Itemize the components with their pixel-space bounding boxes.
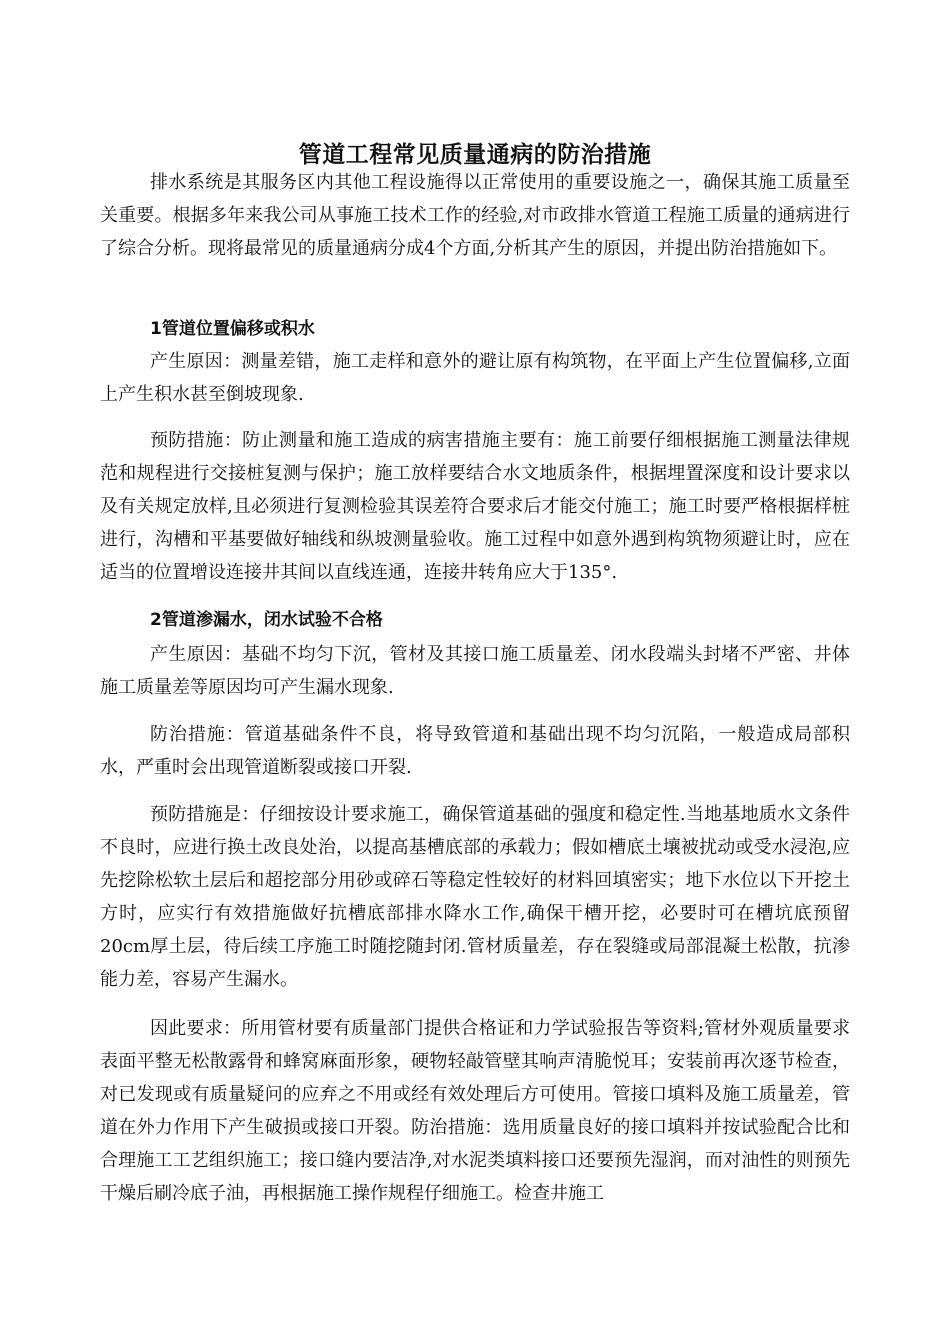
section-1-prevention-paragraph: 预防措施：防止测量和施工造成的病害措施主要有：施工前要仔细根据施工测量法律规范和规程进行交接桩复测与保护；施工放样要结合水文地质条件，根据埋置深度和设计要求以及有关规定放样,且必须进行复测检验其误差符合要求后才能交付施工；施工时要严格根据样桩进行，沟槽和平基要做好轴线和纵坡测量验收。施工过程中如意外遇到构筑物须避让时，应在适当的位置增设连接井其间以直线连通，连接井转角应大于135°. [100,430,850,583]
section-1-cause-paragraph: 产生原因：测量差错，施工走样和意外的避让原有构筑物，在平面上产生位置偏移,立面上产生积水甚至倒坡现象. [100,351,850,405]
document-title: 管道工程常见质量通病的防治措施 [298,142,652,169]
section-2-heading: 2管道渗漏水，闭水试验不合格 [150,610,383,630]
section-2-cause-paragraph: 产生原因：基础不均匀下沉，管材及其接口施工质量差、闭水段端头封堵不严密、井体施工质量差等原因均可产生漏水现象. [100,644,850,698]
section-2-treatment-paragraph: 防治措施：管道基础条件不良，将导致管道和基础出现不均匀沉陷，一般造成局部积水，严重时会出现管道断裂或接口开裂. [100,724,850,778]
section-2-prevention-paragraph: 预防措施是：仔细按设计要求施工，确保管道基础的强度和稳定性.当地基地质水文条件不良时，应进行换土改良处治，以提高基槽底部的承载力；假如槽底土壤被扰动或受水浸泡,应先挖除松软土层后和超挖部分用砂或碎石等稳定性较好的材料回填密实；地下水位以下开挖土方时，应实行有效措施做好抗槽底部排水降水工作,确保干槽开挖，必要时可在槽坑底预留20cm厚土层，待后续工序施工时随挖随封闭.管材质量差，存在裂缝或局部混凝土松散，抗渗能力差，容易产生漏水。 [100,804,850,990]
section-1-heading: 1管道位置偏移或积水 [150,319,315,339]
section-2-requirements-paragraph: 因此要求：所用管材要有质量部门提供合格证和力学试验报告等资料;管材外观质量要求表面平整无松散露骨和蜂窝麻面形象，硬物轻敲管壁其响声清脆悦耳；安装前再次逐节检查，对已发现或有质量疑问的应弃之不用或经有效处理后方可使用。管接口填料及施工质量差，管道在外力作用下产生破损或接口开裂。防治措施：选用质量良好的接口填料并按试验配合比和合理施工工艺组织施工；接口缝内要洁净,对水泥类填料接口还要预先湿润，而对油性的则预先干燥后刷冷底子油，再根据施工操作规程仔细施工。检查井施工 [100,1018,850,1204]
intro-paragraph: 排水系统是其服务区内其他工程设施得以正常使用的重要设施之一，确保其施工质量至关重要。根据多年来我公司从事施工技术工作的经验,对市政排水管道工程施工质量的通病进行了综合分析。现将最常见的质量通病分成4个方面,分析其产生的原因，并提出防治措施如下。 [100,172,850,259]
